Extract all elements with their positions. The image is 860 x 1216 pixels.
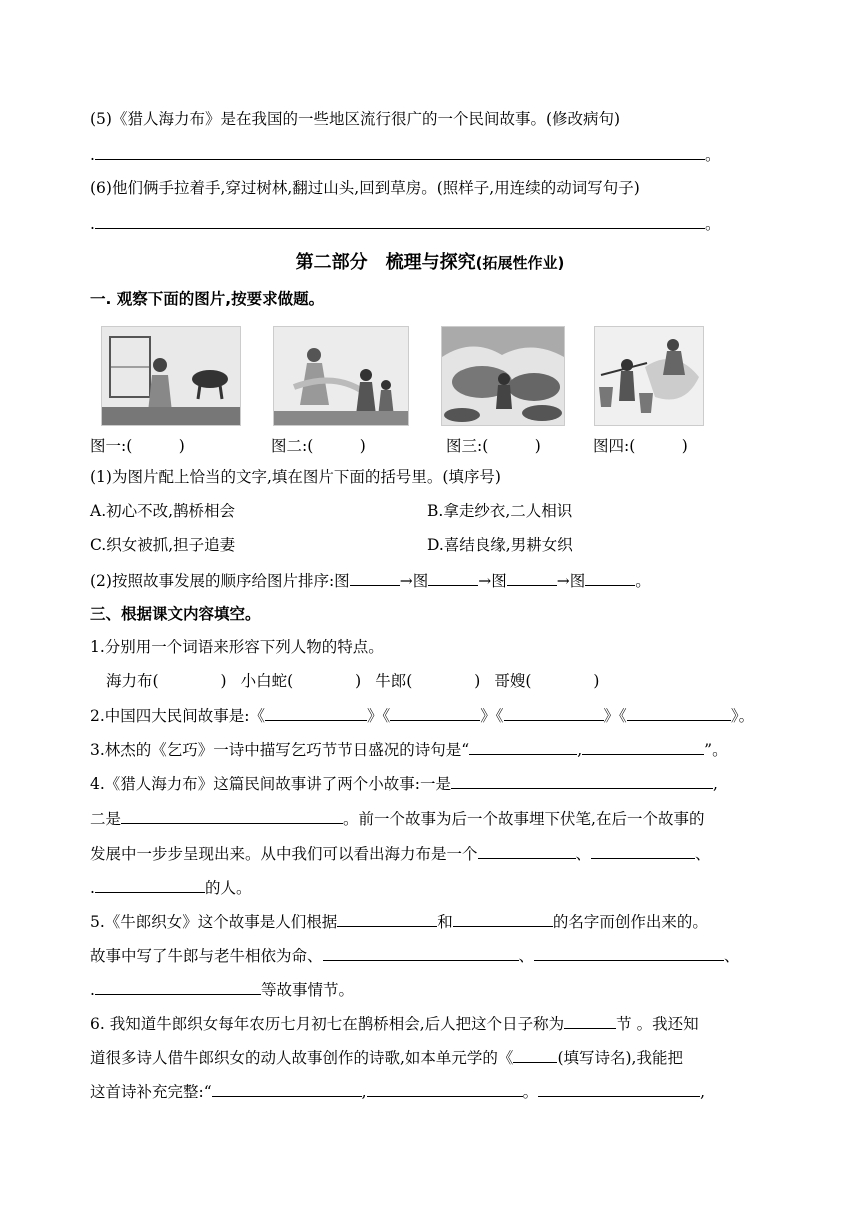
picture-4-magpie-bridge xyxy=(594,326,704,426)
section-title: 第二部分 梳理与探究(拓展性作业) xyxy=(295,252,565,273)
answer-blank-6[interactable] xyxy=(95,212,705,229)
char-xiaobaishe[interactable]: 小白蛇( ) xyxy=(240,672,362,690)
poem-blank-2[interactable] xyxy=(582,738,704,755)
option-b: B.拿走纱衣,二人相识 xyxy=(427,502,573,520)
item-5-line-3: . 等故事情节。 xyxy=(90,978,760,1001)
caption-1[interactable]: 图一:( ) xyxy=(90,437,185,455)
item-4-line-4: . 的人。 xyxy=(90,876,760,899)
item-3: 3.林杰的《乞巧》一诗中描写乞巧节节日盛况的诗句是“ , ”。 xyxy=(90,738,760,761)
story-blank-4[interactable] xyxy=(627,704,731,721)
festival-blank[interactable] xyxy=(564,1012,616,1029)
picture-2-meeting xyxy=(273,326,409,426)
story-blank-1[interactable] xyxy=(265,704,367,721)
question-6: (6)他们俩手拉着手,穿过树林,翻过山头,回到草房。(照样子,用连续的动词写句子) xyxy=(90,179,640,197)
story-blank-2[interactable] xyxy=(390,704,480,721)
item-4-line-3: 发展中一步步呈现出来。从中我们可以看出海力布是一个 、 、 xyxy=(90,842,760,865)
poem-blank-1[interactable] xyxy=(469,738,577,755)
order-blank-2[interactable] xyxy=(428,569,478,586)
picture-1-weaving xyxy=(101,326,241,426)
item-6-line-3: 这首诗补充完整:“ , 。 , xyxy=(90,1080,760,1103)
verse-blank-1[interactable] xyxy=(212,1080,362,1097)
part1-heading: 一. 观察下面的图片,按要求做题。 xyxy=(90,290,325,308)
char-niulang[interactable]: 牛郎( ) xyxy=(375,672,481,690)
name-blank-2[interactable] xyxy=(453,910,553,927)
answer-line-5: . 。 xyxy=(90,143,760,166)
char-gesao[interactable]: 哥嫂( ) xyxy=(494,672,600,690)
trait-blank-3[interactable] xyxy=(95,876,205,893)
part1-question-2: (2)按照故事发展的顺序给图片排序:图 →图 →图 →图 。 xyxy=(90,569,760,592)
trait-blank-1[interactable] xyxy=(478,842,576,859)
option-c: C.织女被抓,担子追妻 xyxy=(90,536,236,554)
caption-4[interactable]: 图四:( ) xyxy=(593,437,688,455)
story2-blank[interactable] xyxy=(121,807,343,824)
picture-3-chase xyxy=(441,326,565,426)
item-4-line-1: 4.《猎人海力布》这篇民间故事讲了两个小故事:一是 , xyxy=(90,772,760,795)
part1-question-1: (1)为图片配上恰当的文字,填在图片下面的括号里。(填序号) xyxy=(90,468,501,486)
item-5-line-1: 5.《牛郎织女》这个故事是人们根据 和 的名字而创作出来的。 xyxy=(90,910,760,933)
trait-blank-2[interactable] xyxy=(591,842,695,859)
poem-title-blank[interactable] xyxy=(513,1046,557,1063)
plot-blank-3[interactable] xyxy=(95,978,261,995)
story1-blank[interactable] xyxy=(451,772,713,789)
caption-2[interactable]: 图二:( ) xyxy=(271,437,366,455)
option-d: D.喜结良缘,男耕女织 xyxy=(427,536,573,554)
question-5: (5)《猎人海力布》是在我国的一些地区流行很广的一个民间故事。(修改病句) xyxy=(90,110,621,128)
plot-blank-1[interactable] xyxy=(323,944,519,961)
item-4-line-2: 二是 。前一个故事为后一个故事埋下伏笔,在后一个故事的 xyxy=(90,807,760,830)
option-a: A.初心不改,鹊桥相会 xyxy=(90,502,236,520)
story-blank-3[interactable] xyxy=(504,704,604,721)
order-blank-3[interactable] xyxy=(507,569,557,586)
plot-blank-2[interactable] xyxy=(534,944,724,961)
verse-blank-3[interactable] xyxy=(538,1080,700,1097)
item-6-line-2: 道很多诗人借牛郎织女的动人故事创作的诗歌,如本单元学的《 (填写诗名),我能把 xyxy=(90,1046,760,1069)
item-2: 2.中国四大民间故事是:《 》《 》《 》《 》。 xyxy=(90,704,760,727)
char-hailibu[interactable]: 海力布( ) xyxy=(106,672,227,690)
item-5-line-2: 故事中写了牛郎与老牛相依为命、 、 、 xyxy=(90,944,760,967)
answer-line-6: . 。 xyxy=(90,212,760,235)
item-1-characters xyxy=(106,670,760,692)
order-blank-1[interactable] xyxy=(350,569,400,586)
item-6-line-1: 6. 我知道牛郎织女每年农历七月初七在鹊桥相会,后人把这个日子称为 节 。我还知 xyxy=(90,1012,760,1035)
name-blank-1[interactable] xyxy=(337,910,437,927)
part3-heading: 三、根据课文内容填空。 xyxy=(90,605,261,623)
caption-3[interactable]: 图三:( ) xyxy=(446,437,541,455)
item-1: 1.分别用一个词语来形容下列人物的特点。 xyxy=(90,638,384,656)
verse-blank-2[interactable] xyxy=(367,1080,523,1097)
order-blank-4[interactable] xyxy=(585,569,635,586)
answer-blank-5[interactable] xyxy=(95,143,705,160)
